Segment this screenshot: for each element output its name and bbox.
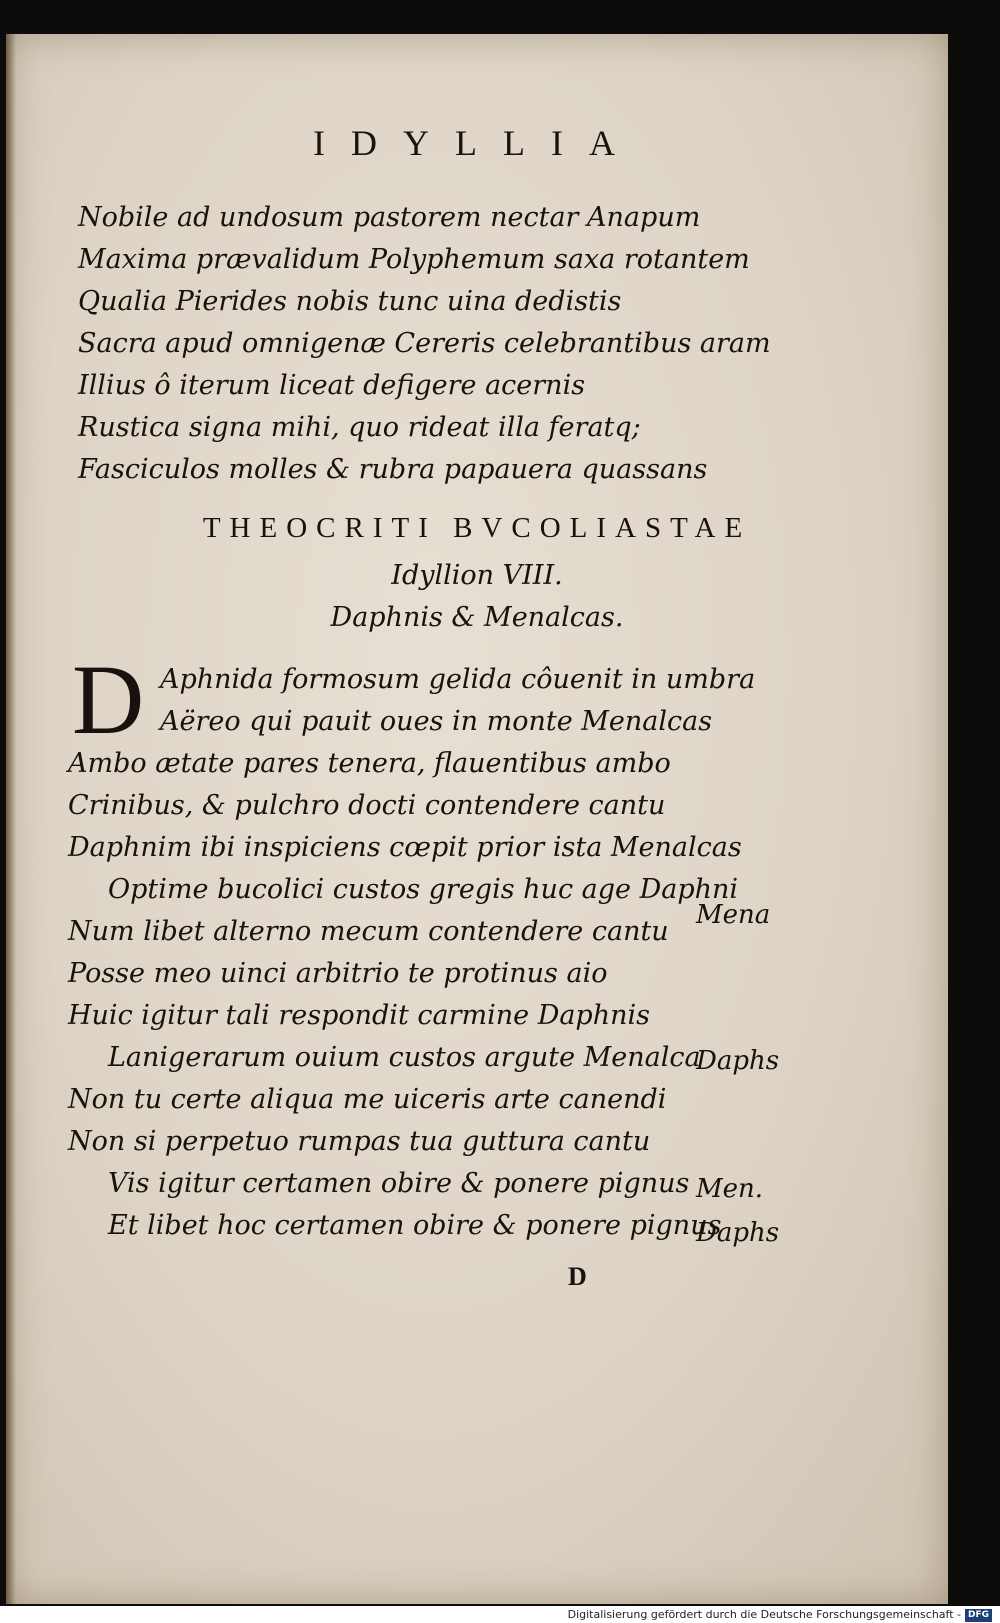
- margin-speaker-note: Daphs: [696, 1218, 780, 1248]
- verse-line: Aphnida formosum gelida côuenit in umbra: [160, 664, 756, 695]
- verse-line: Daphnim ibi inspiciens cœpit prior ista Menalcas: [68, 832, 742, 863]
- digitization-credit: [0, 1606, 1000, 1623]
- verse-line: Crinibus, & pulchro docti contendere cantu: [68, 790, 666, 821]
- poem-title: THEOCRITI BVCOLIASTAE: [202, 512, 752, 544]
- signature-mark: D: [568, 1262, 587, 1291]
- margin-speaker-note: Men.: [696, 1174, 764, 1204]
- dfg-logo: DFG: [965, 1609, 992, 1622]
- poem-characters: Daphnis & Menalcas.: [330, 602, 624, 633]
- verse-line: Et libet hoc certamen obire & ponere pignus: [108, 1210, 722, 1241]
- verse-line: Nobile ad undosum pastorem nectar Anapum: [78, 202, 701, 233]
- margin-speaker-note: Mena: [696, 900, 771, 930]
- verse-line: Non tu certe aliqua me uiceris arte canendi: [68, 1084, 667, 1115]
- credit-text: Digitalisierung gefördert durch die Deutsche Forschungsgemeinschaft -: [567, 1608, 961, 1621]
- verse-line: Rustica signa mihi, quo rideat illa feratq;: [78, 412, 641, 443]
- verse-line: Sacra apud omnigenæ Cereris celebrantibus aram: [78, 328, 771, 359]
- poem-subtitle: Idyllion VIII.: [391, 560, 563, 591]
- running-header: IDYLLIA: [313, 123, 641, 163]
- margin-speaker-note: Daphs: [696, 1046, 780, 1076]
- book-page: [6, 34, 948, 1604]
- verse-line: Optime bucolici custos gregis huc age Daphni: [108, 874, 739, 905]
- verse-line: Posse meo uinci arbitrio te protinus aio: [68, 958, 608, 989]
- verse-line: Maxima prævalidum Polyphemum saxa rotantem: [78, 244, 750, 275]
- verse-line: Aëreo qui pauit oues in monte Menalcas: [160, 706, 713, 737]
- verse-line: Num libet alterno mecum contendere cantu: [68, 916, 669, 947]
- verse-line: Non si perpetuo rumpas tua guttura cantu: [68, 1126, 651, 1157]
- verse-line: Vis igitur certamen obire & ponere pignus: [108, 1168, 690, 1199]
- verse-line: Fasciculos molles & rubra papauera quassans: [78, 454, 708, 485]
- verse-line: Qualia Pierides nobis tunc uina dedistis: [78, 286, 622, 317]
- verse-line: Illius ô iterum liceat defigere acernis: [78, 370, 586, 401]
- verse-line: Ambo ætate pares tenera, flauentibus ambo: [68, 748, 671, 779]
- verse-line: Lanigerarum ouium custos argute Menalca: [108, 1042, 701, 1073]
- verse-line: Huic igitur tali respondit carmine Daphnis: [68, 1000, 650, 1031]
- drop-cap: D: [72, 644, 145, 755]
